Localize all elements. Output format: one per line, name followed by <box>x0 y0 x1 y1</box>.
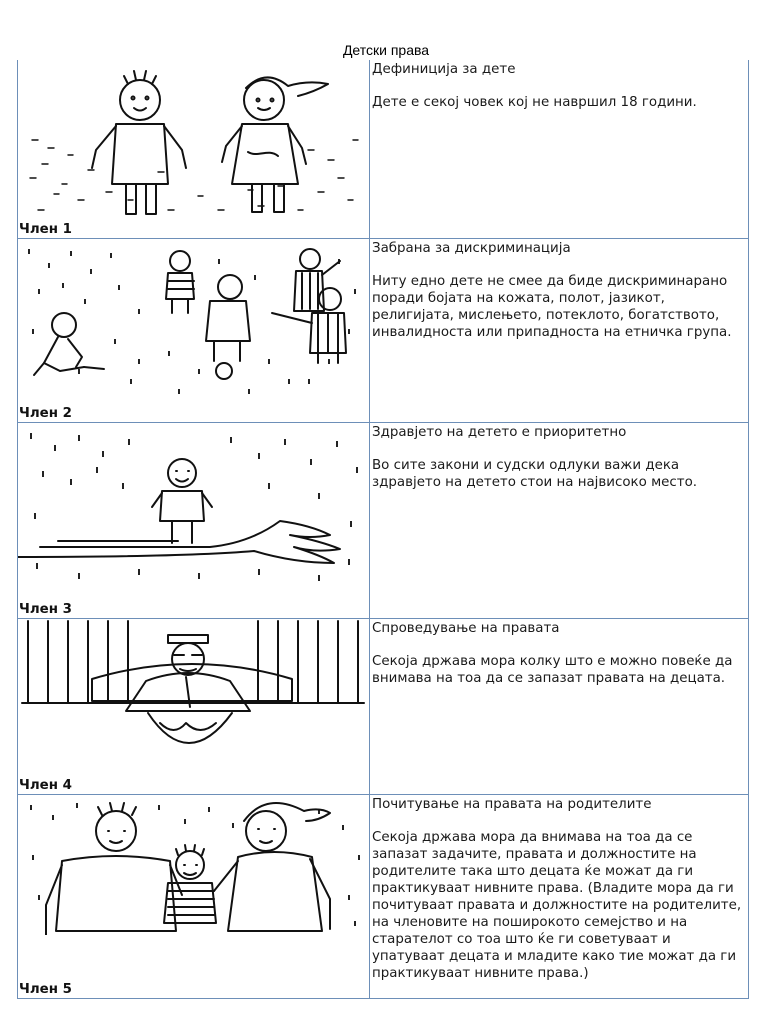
article-text-cell <box>370 423 748 618</box>
official-at-podium-icon <box>18 619 368 761</box>
article-heading: Здравјето на детето е приоритетно <box>372 425 627 440</box>
parents-with-child-icon <box>18 795 368 935</box>
illustration-cell <box>18 619 370 794</box>
table-row <box>18 618 748 794</box>
two-children-icon <box>18 60 368 220</box>
article-text-cell <box>370 239 748 422</box>
table-row <box>18 60 748 238</box>
illustration-cell <box>18 423 370 618</box>
article-text: Секоја држава мора колку што е можно повеќе да внимава на тоа да се запазат правата на децата. <box>372 654 733 686</box>
rights-table <box>17 60 749 999</box>
illustration-cell <box>18 239 370 422</box>
article-label: Член 2 <box>19 406 72 421</box>
article-text-cell <box>370 619 748 794</box>
article-label: Член 3 <box>19 602 72 617</box>
article-heading: Спроведување на правата <box>372 621 560 636</box>
article-label: Член 5 <box>19 982 72 997</box>
article-text-cell <box>370 795 748 998</box>
table-row <box>18 238 748 422</box>
children-playing-icon <box>18 239 368 399</box>
illustration-cell <box>18 60 370 238</box>
article-heading: Дефиниција за дете <box>372 62 516 77</box>
article-text: Во сите закони и судски одлуки важи дека здравјето на детето стои на највисоко место. <box>372 458 698 490</box>
article-text: Дете е секој човек кој не навршил 18 години. <box>372 95 697 110</box>
article-heading: Почитување на правата на родителите <box>372 797 652 812</box>
article-text: Секоја држава мора да внимава на тоа да се запазат задачите, правата и должностите на родителите така што децата ќе можат да ги практикуваат нивните права. (Владите мора да ги почитуваат правата и должностите на родителите, на членовите на поширокото семејство и на старателот со тоа што ќе ги советуваат и упатуваат децата и младите како тие можат да ги практикуваат нивните права.) <box>372 830 742 981</box>
child-on-hand-icon <box>18 423 368 588</box>
illustration-cell <box>18 795 370 998</box>
table-row <box>18 794 748 998</box>
article-text-cell <box>370 60 748 238</box>
article-label: Член 4 <box>19 778 72 793</box>
article-heading: Забрана за дискриминација <box>372 241 571 256</box>
article-text: Ниту едно дете не смее да биде дискриминарано поради бојата на кожата, полот, јазикот, религијата, мислењето, потеклото, богатството, инвалидноста или припадноста на етничка група. <box>372 274 732 340</box>
article-label: Член 1 <box>19 222 72 237</box>
document-title: Детски права <box>342 42 430 58</box>
table-row <box>18 422 748 618</box>
